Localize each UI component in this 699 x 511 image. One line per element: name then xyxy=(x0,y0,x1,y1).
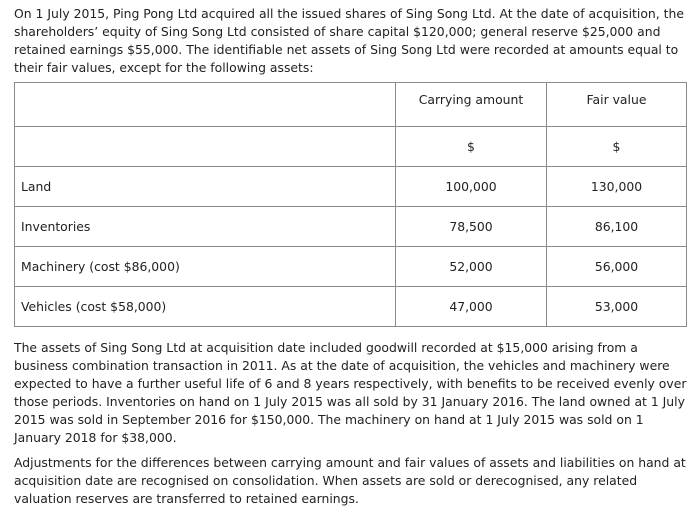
row-carrying-amount: 47,000 xyxy=(396,287,547,327)
unit-carrying-amount: $ xyxy=(396,127,547,167)
row-carrying-amount: 78,500 xyxy=(396,207,547,247)
table-row xyxy=(15,247,687,287)
table-row xyxy=(15,207,687,247)
unit-fair-value: $ xyxy=(547,127,687,167)
row-fair-value: 56,000 xyxy=(547,247,687,287)
header-item xyxy=(15,83,396,127)
row-fair-value: 53,000 xyxy=(547,287,687,327)
header-fair-value: Fair value xyxy=(547,83,687,127)
intro-paragraph: On 1 July 2015, Ping Pong Ltd acquired all the issued shares of Sing Song Ltd. At the date of acquisition, the shareholders’ equity of Sing Song Ltd consisted of share capital $120,000; general reserve $25,000 and retained earnings $55,000. The identifiable net assets of Sing Song Ltd were recorded at amounts equal to their fair values, except for the following assets: xyxy=(14,6,684,75)
details-paragraph: The assets of Sing Song Ltd at acquisition date included goodwill recorded at $15,000 arising from a business combination transaction in 2011. As at the date of acquisition, the vehicles and machinery were expected to have a further useful life of 6 and 8 years respectively, with benefits to be received evenly over those periods. Inventories on hand on 1 July 2015 was all sold by 31 January 2016. The land owned at 1 July 2015 was sold in September 2016 for $150,000. The machinery on hand at 1 July 2015 was sold on 1 January 2018 for $38,000. xyxy=(14,340,687,445)
row-carrying-amount: 100,000 xyxy=(396,167,547,207)
row-fair-value: 130,000 xyxy=(547,167,687,207)
row-item: Inventories xyxy=(15,207,396,247)
unit-item xyxy=(15,127,396,167)
table-units-row xyxy=(15,127,687,167)
row-fair-value: 86,100 xyxy=(547,207,687,247)
table-row xyxy=(15,287,687,327)
adjustments-paragraph: Adjustments for the differences between carrying amount and fair values of assets and liabilities on hand at acquisition date are recognised on consolidation. When assets are sold or derecognised, any related valuation reserves are transferred to retained earnings. xyxy=(14,455,686,506)
row-item: Land xyxy=(15,167,396,207)
table-header-row xyxy=(15,83,687,127)
header-carrying-amount: Carrying amount xyxy=(396,83,547,127)
table-row xyxy=(15,167,687,207)
assets-table xyxy=(14,82,687,327)
row-carrying-amount: 52,000 xyxy=(396,247,547,287)
row-item: Vehicles (cost $58,000) xyxy=(15,287,396,327)
row-item: Machinery (cost $86,000) xyxy=(15,247,396,287)
